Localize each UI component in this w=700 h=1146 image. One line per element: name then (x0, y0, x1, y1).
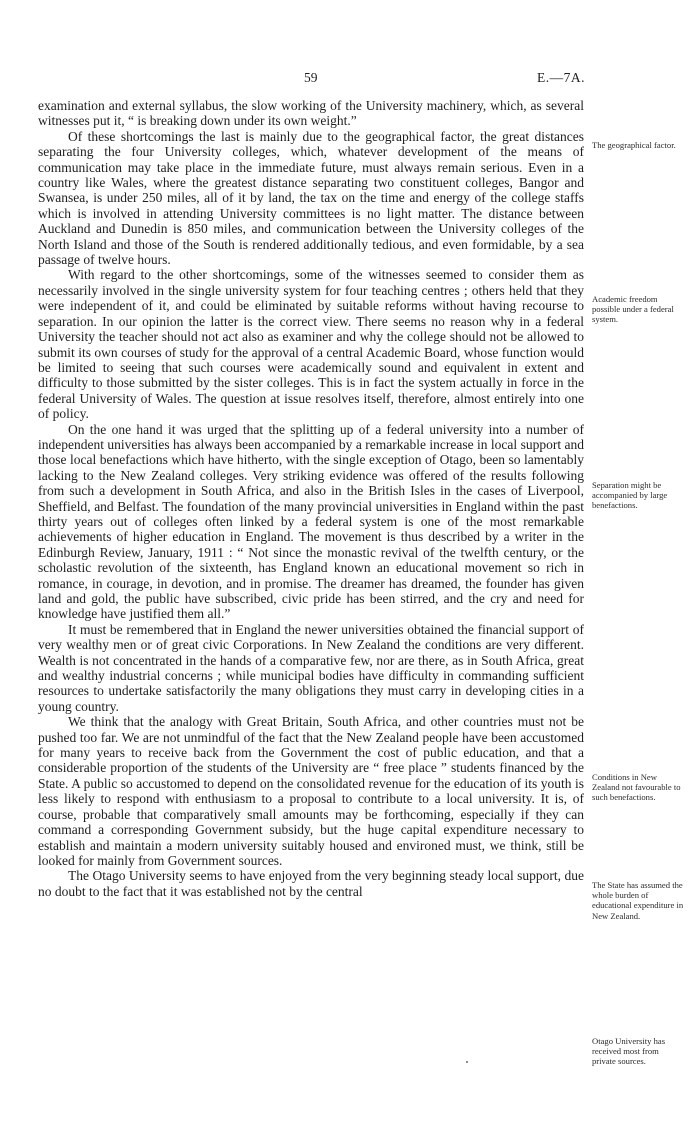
margin-note-otago-private-sources: Otago University has received most from private sources. (592, 1036, 666, 1067)
body-text (38, 98, 584, 899)
paragraph-6: We think that the analogy with Great Britain, South Africa, and other countries must not be pushed too far. We are not unmindful of the fact that the New Zealand people have been accustomed for many years to receive back from the Government the cost of public education, and that a considerable proportion of the students of the University are “ free place ” students financed by the State. A public so accustomed to depend on the consolidated revenue for the education of its youth is less likely to respond with enthusiasm to a proposal to contribute to a local university. It is, of course, probable that comparatively small amounts may be forthcoming, especially if they can command a corresponding Government subsidy, but the huge capital expenditure necessary to establish and maintain a modern university suitably housed and environed must, we think, still be looked for mainly from Government sources. (38, 714, 584, 868)
margin-note-new-zealand-conditions: Conditions in New Zealand not favourable to such benefactions. (592, 772, 681, 803)
margin-note-academic-freedom: Academic freedom possible under a federal system. (592, 294, 674, 325)
margin-note-separation-benefactions: Separation might be accompanied by large benefactions. (592, 480, 668, 511)
paragraph-5: It must be remembered that in England the newer universities obtained the financial support of very wealthy men or of great civic Corporations. In New Zealand the conditions are very different. Wealth is not concentrated in the hands of a comparative few, nor are there, as in South Africa, great and wealthy industrial concerns ; while municipal bodies have difficulty in commanding sufficient resources to undertake satisfactorily the many obligations they must carry in developing cities in a young country. (38, 621, 584, 714)
margin-note-geographical-factor: The geographical factor. (592, 140, 676, 150)
document-reference: E.—7A. (537, 70, 585, 85)
paragraph-2: Of these shortcomings the last is mainly due to the geographical factor, the great distances separating the four University colleges, which, whatever development of the means of communication may take place in the immediate future, must always remain serious. Even in a country like Wales, where the greatest distance separating two constituent colleges, Bangor and Swansea, is under 250 miles, all of it by land, the tax on the time and energy of the college staffs which is involved in attending University committees is no light matter. The distance between Auckland and Dunedin is 850 miles, and communication between the University colleges of the North Island and those of the South is rendered additionally tedious, and even formidable, by a sea passage of twelve hours. (38, 128, 584, 268)
page-header (0, 70, 700, 90)
paragraph-1: examination and external syllabus, the slow working of the University machinery, which, as several witnesses put it, “ is breaking down under its own weight.” (38, 98, 584, 129)
paragraph-4: On the one hand it was urged that the splitting up of a federal university into a number of independent universities has always been accompanied by a remarkable increase in local support and those local benefactions which have hitherto, with the single exception of Otago, been so lamentably lacking to the New Zealand colleges. Very striking evidence was offered of the results following from such a development in South Africa, and also in the British Isles in the cases of Liverpool, Sheffield, and Belfast. The foundation of the many provincial universities in England within the past thirty years out of colleges often linked by a federal system is one of the most remarkable achievements of higher education in England. The movement is thus described by a writer in the Edinburgh Review, January, 1911 : “ Not since the monastic revival of the twelfth century, or the scholastic revolution of the sixteenth, has England known an educational movement so rich in romance, in courage, in devotion, and in promise. The dreamer has dreamed, the founder has given land and gold, the public have subscribed, civic pride has been stirred, and the cry and need for knowledge have justified them all.” (38, 421, 584, 622)
footer-mark (466, 1061, 468, 1063)
page-number: 59 (304, 70, 318, 85)
paragraph-3: With regard to the other shortcomings, some of the witnesses seemed to consider them as necessarily involved in the single university system for four teaching centres ; others held that they were independent of it, and could be eliminated by suitable reforms without having recourse to separation. In our opinion the latter is the correct view. There seems no reason why in a federal University the teacher should not act also as examiner and why the college should not be allowed to submit its own courses of study for the approval of a central Academic Board, whose function would be limited to seeing that such courses were academically sound and equivalent in extent and difficulty to those submitted by the sister colleges. This is in fact the system actually in force in the federal University of Wales. The question at issue resolves itself, therefore, almost entirely into one of policy. (38, 267, 584, 422)
margin-note-state-expenditure: The State has assumed the whole burden of educational expenditure in New Zealand. (592, 880, 684, 921)
paragraph-7: The Otago University seems to have enjoyed from the very beginning steady local support, due no doubt to the fact that it was established not by the central (38, 868, 584, 899)
